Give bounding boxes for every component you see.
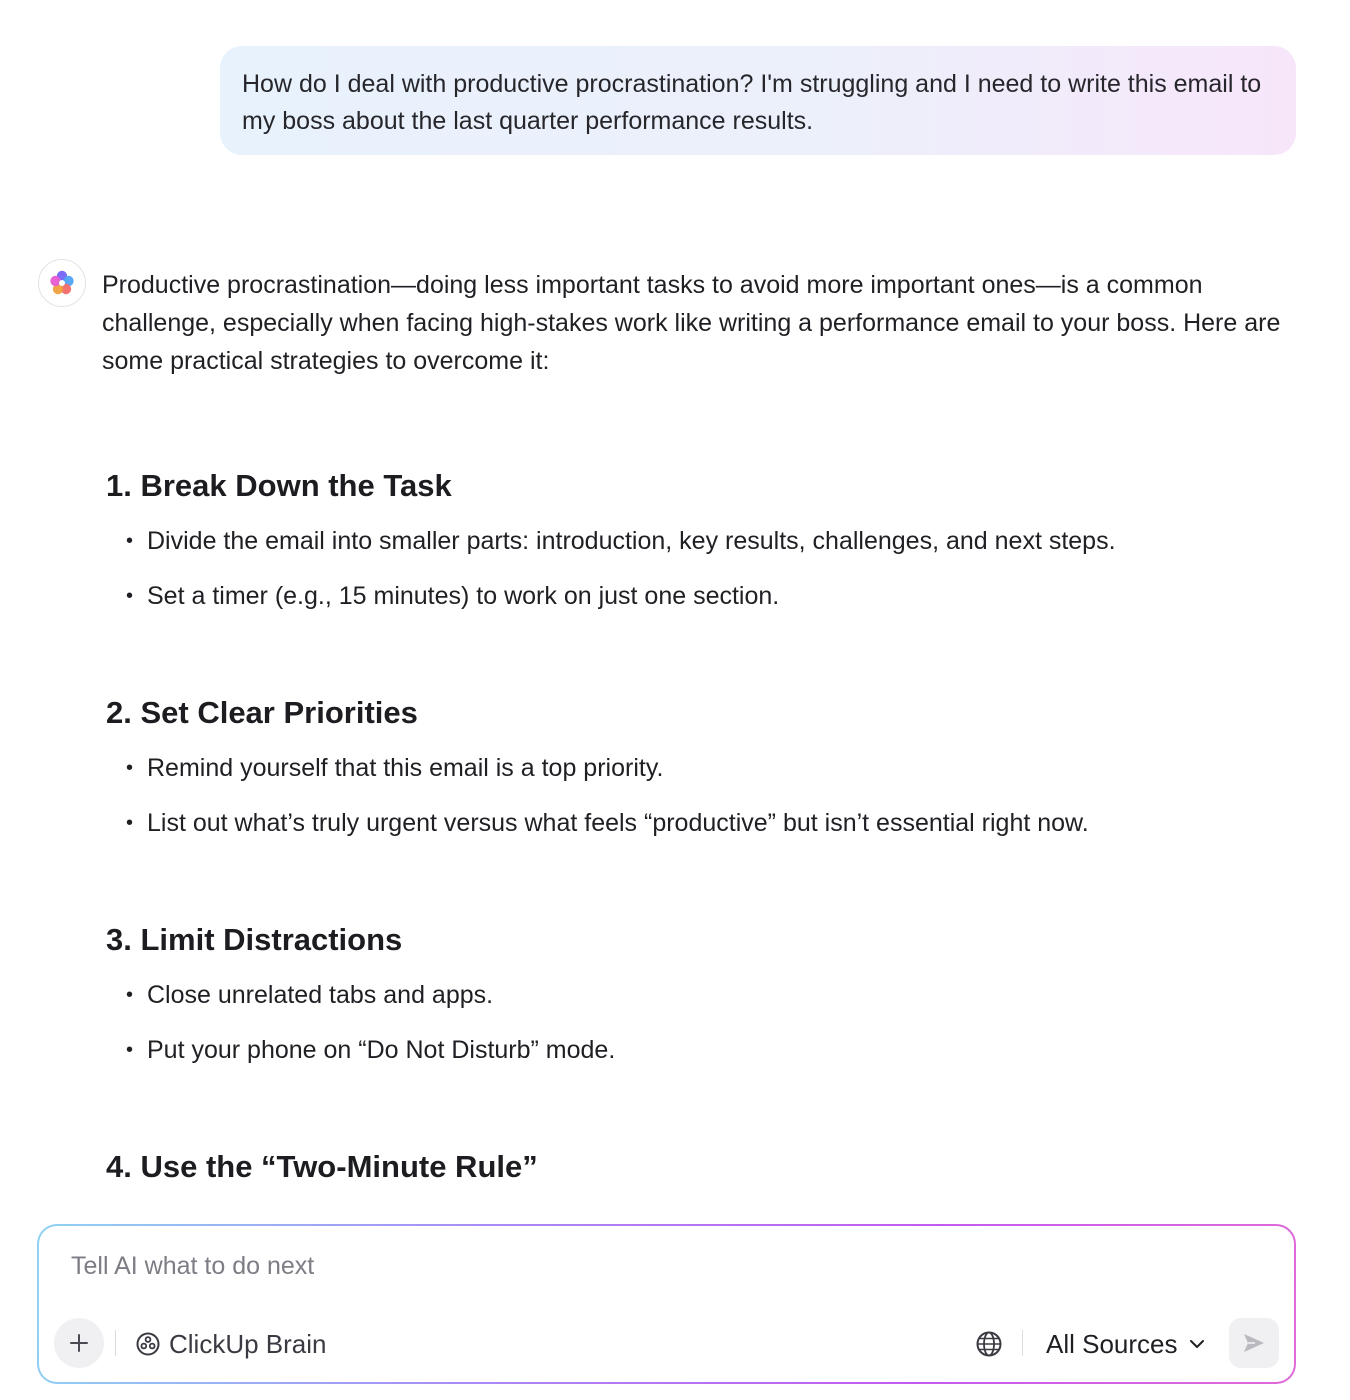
bullet-list [102,524,1292,613]
bullet-list [102,978,1292,1067]
response-section [102,468,1292,613]
list-item: • Set a timer (e.g., 15 minutes) to work on just one section. [102,579,1292,613]
send-button[interactable] [1229,1318,1279,1368]
assistant-avatar [38,259,86,307]
brain-icon [135,1331,161,1357]
composer [37,1224,1296,1384]
list-item: • List out what’s truly urgent versus what feels “productive” but isn’t essential right now. [102,806,1292,840]
response-section [102,922,1292,1067]
clickup-brain-logo-icon [47,268,77,298]
response-section [102,1149,1292,1185]
sources-label: All Sources [1046,1328,1178,1359]
response-intro: Productive procrastination—doing less important tasks to avoid more important ones—is a common challenge, especially when facing high-stakes work like writing a performance email to your boss. Here are some practical strategies to overcome it: [102,271,1281,375]
prompt-input[interactable] [71,1252,1171,1281]
sources-dropdown[interactable] [1046,1324,1206,1364]
bullet-list [102,751,1292,840]
list-item: • Close unrelated tabs and apps. [102,978,1292,1012]
list-item: • Divide the email into smaller parts: introduction, key results, challenges, and next steps. [102,524,1292,558]
section-title: 1. Break Down the Task [106,468,452,503]
response-section [102,695,1292,840]
divider [115,1330,116,1356]
user-message-bubble [220,46,1296,155]
list-item: • Put your phone on “Do Not Disturb” mode. [102,1033,1292,1067]
section-title: 2. Set Clear Priorities [106,695,418,730]
section-title: 3. Limit Distractions [106,922,403,957]
clickup-brain-button[interactable] [135,1324,327,1364]
assistant-response [102,266,1292,1185]
plus-icon [68,1332,90,1354]
globe-icon[interactable] [975,1330,1003,1358]
user-message-text: How do I deal with productive procrastination? I'm struggling and I need to write this email to my boss about the last quarter performance results. [242,70,1262,135]
send-icon [1241,1330,1267,1356]
add-attachment-button[interactable] [54,1318,104,1368]
section-title: 4. Use the “Two-Minute Rule” [106,1149,538,1184]
list-item: • Remind yourself that this email is a top priority. [102,751,1292,785]
divider [1022,1330,1023,1356]
clickup-brain-label: ClickUp Brain [169,1328,327,1359]
chevron-down-icon [1188,1335,1206,1353]
